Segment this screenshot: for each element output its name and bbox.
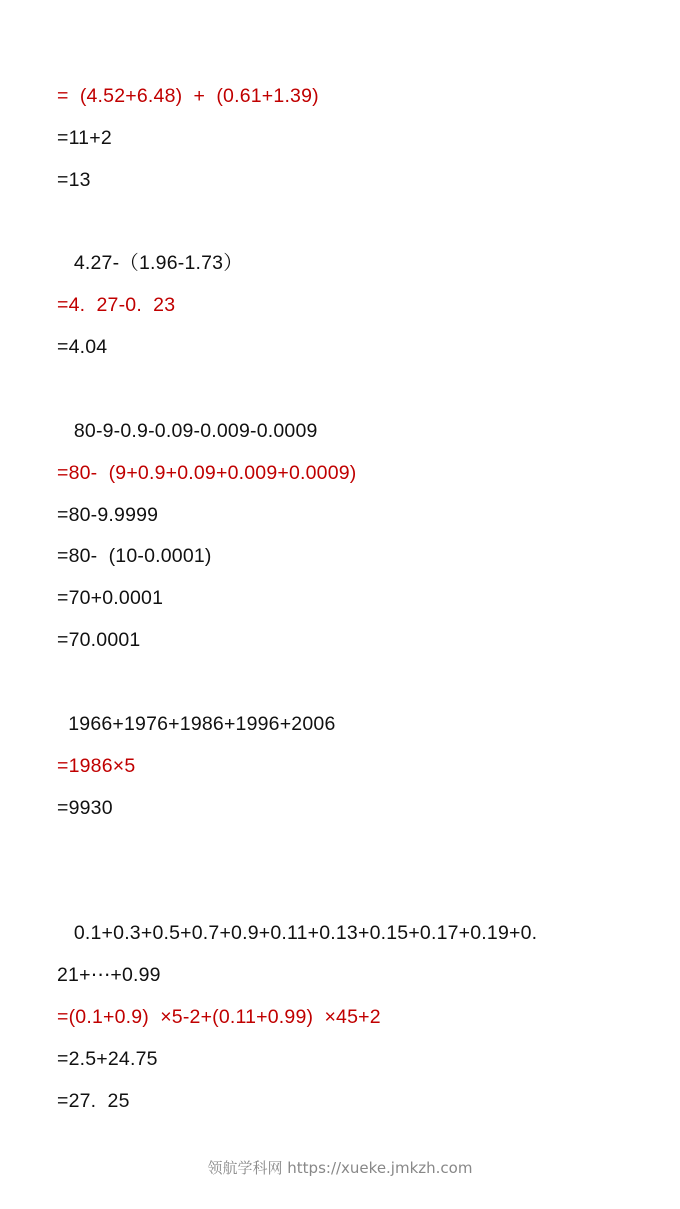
problem-1-line-3: =13: [57, 169, 91, 191]
problem-2-expression: 4.27-（1.96-1.73）: [57, 252, 243, 274]
problem-5-line-2: =(0.1+0.9) ×5-2+(0.11+0.99) ×45+2: [57, 1006, 381, 1028]
problem-3-line-4: =80- (10-0.0001): [57, 545, 212, 567]
problem-5-expression-cont: 21+⋯+0.99: [57, 964, 161, 986]
problem-4-expression: 1966+1976+1986+1996+2006: [57, 713, 336, 735]
problem-3-line-3: =80-9.9999: [57, 504, 159, 526]
problem-5-line-4: =27. 25: [57, 1090, 130, 1112]
problem-1-line-1: = (4.52+6.48) + (0.61+1.39): [57, 85, 319, 107]
problem-3-expression: 80-9-0.9-0.09-0.009-0.0009: [57, 420, 318, 442]
problem-2-line-2: =4. 27-0. 23: [57, 294, 176, 316]
problem-5-line-3: =2.5+24.75: [57, 1048, 158, 1070]
problem-3-line-2: =80- (9+0.9+0.09+0.009+0.0009): [57, 462, 357, 484]
problem-5-expression: 0.1+0.3+0.5+0.7+0.9+0.11+0.13+0.15+0.17+0.19+0.: [57, 922, 538, 944]
problem-3-line-6: =70.0001: [57, 629, 141, 651]
problem-4-line-3: =9930: [57, 797, 113, 819]
problem-4-line-2: =1986×5: [57, 755, 136, 777]
problem-1-line-2: =11+2: [57, 127, 112, 149]
problem-2-line-3: =4.04: [57, 336, 108, 358]
footer-watermark: 领航学科网 https://xueke.jmkzh.com: [207, 1159, 473, 1177]
problem-3-line-5: =70+0.0001: [57, 587, 164, 609]
